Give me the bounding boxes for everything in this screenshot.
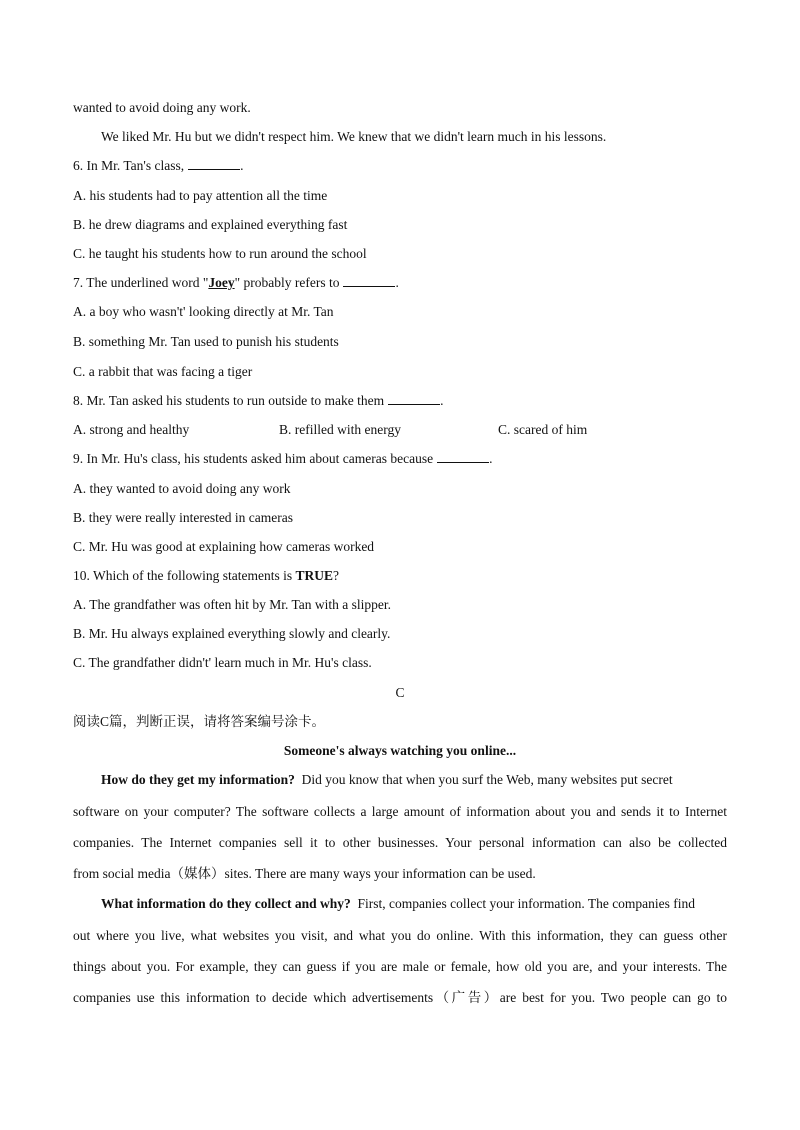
paragraph-2-line: companies use this information to decide which advertisements（广告）are best for you. Two people can go to xyxy=(73,990,727,1005)
option-row xyxy=(73,421,727,439)
section-instruction: 阅读C篇，判断正误，请将答案编号涂卡。 xyxy=(73,714,326,729)
question-stem: 9. In Mr. Hu's class, his students asked him about cameras because xyxy=(73,451,434,466)
option-c: C. The grandfather didn't' learn much in Mr. Hu's class. xyxy=(73,655,372,670)
option-a: A. they wanted to avoid doing any work xyxy=(73,481,291,496)
option-a: A. a boy who wasn't' looking directly at Mr. Tan xyxy=(73,304,334,319)
passage-line: wanted to avoid doing any work. xyxy=(73,100,251,115)
option-b: B. he drew diagrams and explained everything fast xyxy=(73,217,348,232)
paragraph-heading: What information do they collect and why? xyxy=(101,896,351,911)
question-6: 6. In Mr. Tan's class, . xyxy=(73,158,244,173)
question-10 xyxy=(73,567,339,585)
option-c: C. a rabbit that was facing a tiger xyxy=(73,364,253,379)
question-stem: 6. In Mr. Tan's class, xyxy=(73,158,185,173)
passage-title: Someone's always watching you online... xyxy=(283,743,517,758)
paragraph-2-line: things about you. For example, they can guess if you are male or female, how old you are, and your interests. The xyxy=(73,959,727,974)
section-letter: C xyxy=(395,685,405,700)
question-8: 8. Mr. Tan asked his students to run outside to make them . xyxy=(73,393,444,408)
answer-blank xyxy=(188,157,240,170)
option-b: B. they were really interested in cameras xyxy=(73,510,294,525)
passage-line: We liked Mr. Hu but we didn't respect him. We knew that we didn't learn much in his lessons. xyxy=(101,129,607,144)
option-b: B. Mr. Hu always explained everything slowly and clearly. xyxy=(73,626,391,641)
paragraph-1-line: companies. The Internet companies sell it to other businesses. Your personal information can also be collected xyxy=(73,835,727,850)
answer-blank xyxy=(343,274,395,287)
answer-blank xyxy=(437,450,489,463)
paragraph-2-line: out where you live, what websites you visit, and what you do online. With this information, they can guess other xyxy=(73,928,727,943)
paragraph-text: Did you know that when you surf the Web, many websites put secret xyxy=(301,772,673,787)
question-9: 9. In Mr. Hu's class, his students asked him about cameras because . xyxy=(73,451,493,466)
paragraph-1-line: software on your computer? The software collects a large amount of information about you and sends it to Internet xyxy=(73,804,727,819)
option-c: C. he taught his students how to run around the school xyxy=(73,246,367,261)
option-c: C. scared of him xyxy=(498,422,588,437)
paragraph-1-line: from social media（媒体）sites. There are many ways your information can be used. xyxy=(73,866,536,881)
answer-blank xyxy=(388,392,440,405)
option-a: A. his students had to pay attention all the time xyxy=(73,188,328,203)
question-stem: 10. Which of the following statements is xyxy=(73,568,293,583)
question-stem: 8. Mr. Tan asked his students to run outside to make them xyxy=(73,393,385,408)
option-b: B. something Mr. Tan used to punish his students xyxy=(73,334,339,349)
question-stem: ? xyxy=(332,568,339,583)
option-a: A. strong and healthy xyxy=(73,422,190,437)
option-c: C. Mr. Hu was good at explaining how cameras worked xyxy=(73,539,375,554)
paragraph-2-line xyxy=(101,895,695,913)
paragraph-heading: How do they get my information? xyxy=(101,772,295,787)
option-b: B. refilled with energy xyxy=(279,422,401,437)
question-7: 7. The underlined word "Joey" probably refers to . xyxy=(73,275,399,290)
question-stem: 7. The underlined word " xyxy=(73,275,209,290)
paragraph-1-line xyxy=(101,771,673,789)
option-a: A. The grandfather was often hit by Mr. Tan with a slipper. xyxy=(73,597,391,612)
paragraph-text: First, companies collect your information. The companies find xyxy=(357,896,696,911)
emphasis-word: TRUE xyxy=(295,568,333,583)
underlined-word: Joey xyxy=(208,275,235,290)
question-stem: " probably refers to xyxy=(234,275,340,290)
